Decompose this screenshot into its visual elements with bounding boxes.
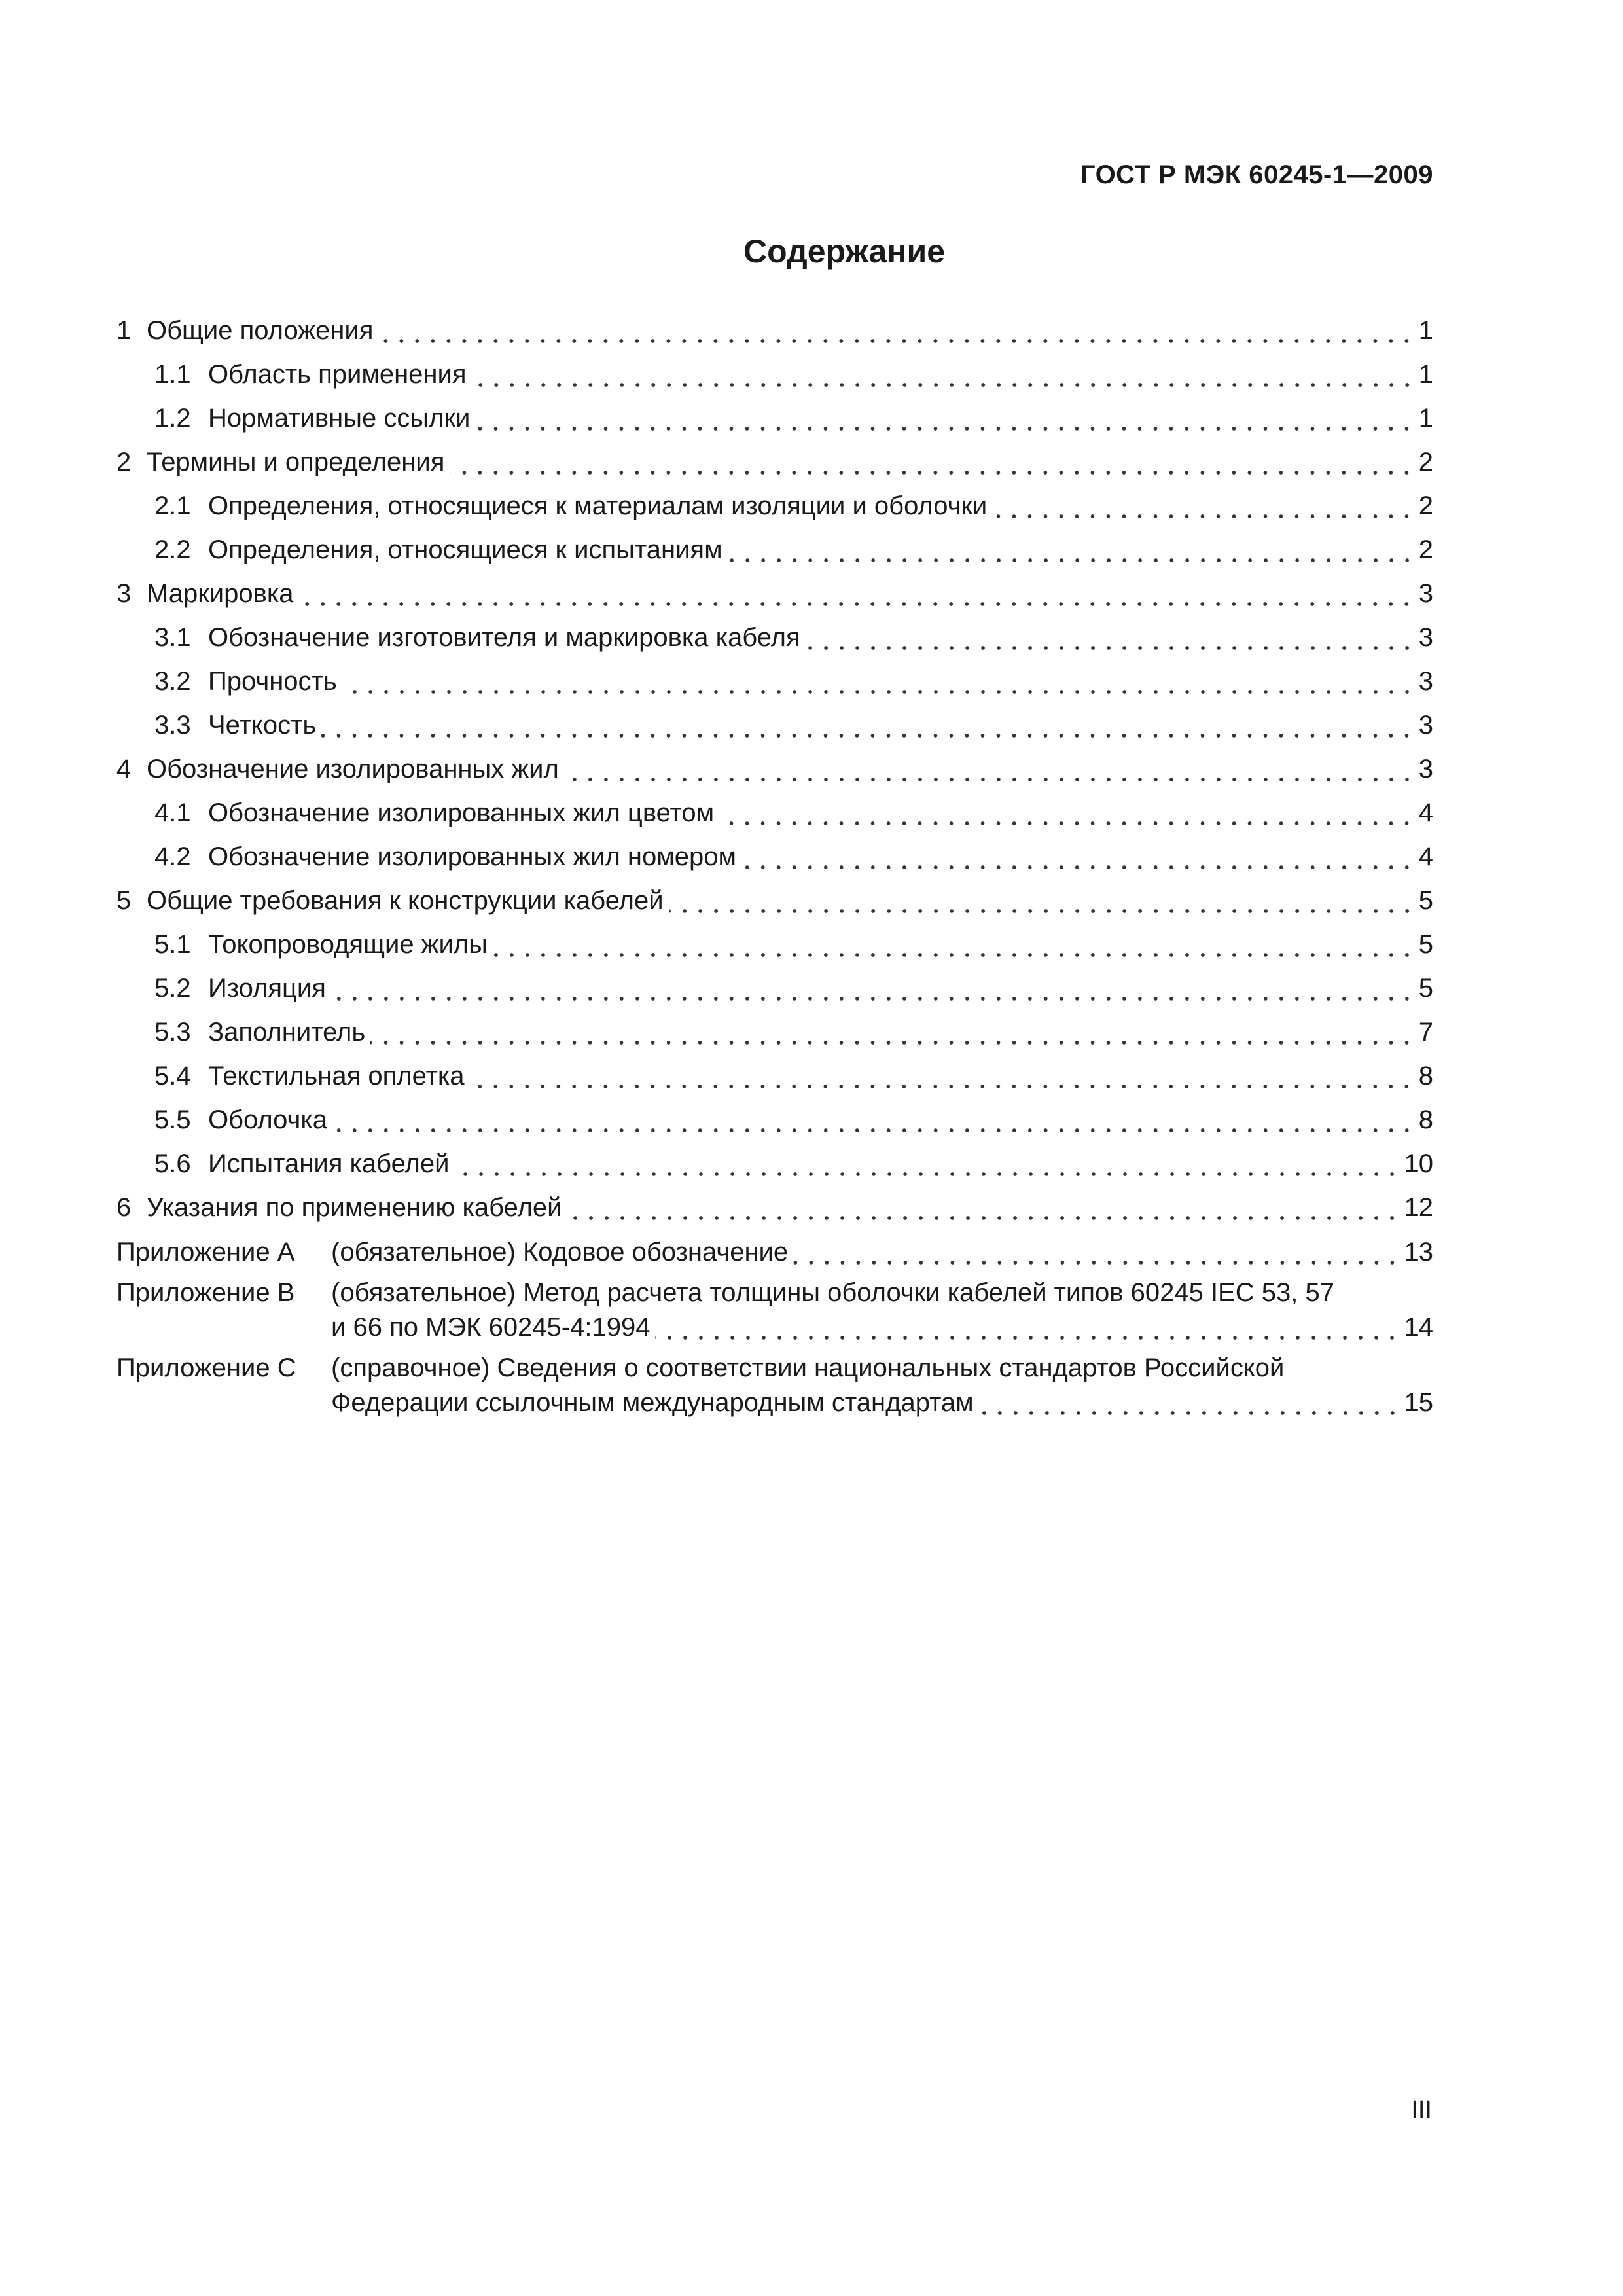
- toc-entry-page: 2: [1418, 492, 1433, 520]
- toc-entry-page: 5: [1418, 886, 1433, 915]
- toc-entry-title: Четкость: [208, 711, 317, 740]
- appendix-entry[interactable]: [116, 1351, 1433, 1420]
- toc-entry-title: Определения, относящиеся к материалам изоляции и оболочки: [208, 492, 988, 520]
- toc-entry-number: 6: [116, 1193, 132, 1222]
- dot-leader: [564, 776, 1415, 783]
- toc-entry[interactable]: [116, 616, 1433, 660]
- toc-entry-number: 5.4: [154, 1062, 191, 1090]
- toc-entry-number: 1.2: [154, 404, 191, 433]
- appendix-description: [331, 1351, 1433, 1420]
- appendix-name: Приложение А: [116, 1238, 295, 1266]
- toc-entry[interactable]: [116, 879, 1433, 923]
- toc-entry-page: 3: [1418, 667, 1433, 696]
- dot-leader: [472, 382, 1415, 388]
- toc-entry-number: 5.6: [154, 1149, 191, 1178]
- toc-entry-title: Нормативные ссылки: [208, 404, 471, 433]
- toc-entry-page: 8: [1418, 1105, 1433, 1134]
- appendix-line: [331, 1235, 1433, 1270]
- toc-entry-page: 3: [1418, 623, 1433, 652]
- toc-entry[interactable]: [116, 791, 1433, 835]
- toc-entry-title: Изоляция: [208, 974, 326, 1003]
- toc-entry-number: 4.1: [154, 798, 191, 827]
- toc-entry-title: Определения, относящиеся к испытаниям: [208, 535, 722, 564]
- appendix-line-text: (обязательное) Метод расчета толщины оболочки кабелей типов 60245 IEC 53, 57: [331, 1278, 1334, 1307]
- toc-entry[interactable]: [116, 660, 1433, 704]
- dot-leader: [298, 601, 1414, 607]
- toc-entry[interactable]: [116, 309, 1433, 353]
- appendix-entry[interactable]: [116, 1276, 1433, 1345]
- dot-leader: [469, 1083, 1414, 1090]
- toc-entry-title: Обозначение изолированных жил цветом: [208, 798, 715, 827]
- dot-leader: [370, 1039, 1415, 1046]
- toc-entry[interactable]: [116, 528, 1433, 572]
- toc-entry-title: Маркировка: [147, 579, 294, 608]
- appendix-entry[interactable]: [116, 1235, 1433, 1270]
- dot-leader: [979, 1410, 1400, 1416]
- toc-entry-page: 3: [1418, 755, 1433, 783]
- toc-entry-title: Токопроводящие жилы: [208, 930, 488, 959]
- toc-entry-page: 3: [1418, 711, 1433, 740]
- toc-entry-number: 5.2: [154, 974, 191, 1003]
- appendix-line: [331, 1310, 1433, 1345]
- toc-entry[interactable]: [116, 1186, 1433, 1230]
- appendix-line-text: (справочное) Сведения о соответствии национальных стандартов Российской: [331, 1354, 1285, 1382]
- toc-entry[interactable]: [116, 967, 1433, 1011]
- toc-entry[interactable]: [116, 397, 1433, 440]
- appendix-line-text: Федерации ссылочным международным стандартам: [331, 1388, 974, 1417]
- dot-leader: [321, 732, 1414, 739]
- toc-entry[interactable]: [116, 353, 1433, 397]
- toc-entry-number: 5.1: [154, 930, 191, 959]
- toc-entry-number: 5.3: [154, 1018, 191, 1047]
- toc-entry-number: 2: [116, 448, 132, 476]
- toc-entry-title: Область применения: [208, 360, 467, 389]
- dot-leader: [450, 469, 1414, 476]
- toc-entry-page: 2: [1418, 535, 1433, 564]
- toc-entry-page: 4: [1418, 842, 1433, 871]
- table-of-contents: [116, 309, 1433, 1420]
- toc-entry-title: Термины и определения: [147, 448, 445, 476]
- appendix-line-text: и 66 по МЭК 60245-4:1994: [331, 1313, 651, 1342]
- dot-leader: [331, 996, 1415, 1002]
- toc-entry-page: 8: [1418, 1062, 1433, 1090]
- toc-entry-number: 5: [116, 886, 132, 915]
- toc-entry-number: 4: [116, 755, 132, 783]
- dot-leader: [493, 952, 1415, 958]
- dot-leader: [793, 1259, 1400, 1266]
- dot-leader: [378, 338, 1414, 344]
- toc-entry-number: 3.1: [154, 623, 191, 652]
- appendix-description: [331, 1276, 1433, 1345]
- dot-leader: [806, 645, 1415, 651]
- appendix-name: Приложение В: [116, 1278, 295, 1307]
- toc-entry-number: 1.1: [154, 360, 191, 389]
- toc-entry-title: Обозначение изготовителя и маркировка кабеля: [208, 623, 800, 652]
- toc-entry-page: 3: [1418, 579, 1433, 608]
- dot-leader: [454, 1171, 1400, 1177]
- appendix-line-text: (обязательное) Кодовое обозначение: [331, 1238, 789, 1266]
- toc-entry[interactable]: [116, 1054, 1433, 1098]
- toc-entry[interactable]: [116, 572, 1433, 616]
- dot-leader: [332, 1127, 1415, 1134]
- toc-entry-page: 5: [1418, 930, 1433, 959]
- toc-entry-page: 2: [1418, 448, 1433, 476]
- appendix-page: 15: [1404, 1388, 1433, 1417]
- page-number: III: [1411, 2096, 1432, 2124]
- toc-entry[interactable]: [116, 704, 1433, 747]
- toc-entry-page: 12: [1404, 1193, 1433, 1222]
- toc-entry-page: 10: [1404, 1149, 1433, 1178]
- appendix-line: [331, 1386, 1433, 1420]
- toc-entry-title: Прочность: [208, 667, 337, 696]
- appendix-line: [331, 1276, 1433, 1310]
- standard-designation: ГОСТ Р МЭК 60245-1—2009: [1080, 160, 1433, 189]
- toc-entry[interactable]: [116, 484, 1433, 528]
- toc-entry-number: 3: [116, 579, 132, 608]
- appendix-name: Приложение С: [116, 1354, 296, 1382]
- dot-leader: [992, 513, 1414, 520]
- toc-entry-title: Оболочка: [208, 1105, 328, 1134]
- dot-leader: [475, 425, 1414, 432]
- toc-entry-page: 7: [1418, 1018, 1433, 1047]
- dot-leader: [741, 864, 1415, 870]
- toc-entry-title: Общие положения: [147, 316, 374, 345]
- toc-entry-title: Обозначение изолированных жил: [147, 755, 559, 783]
- toc-entry-number: 3.2: [154, 667, 191, 696]
- toc-entry-number: 2.2: [154, 535, 191, 564]
- appendix-description: [331, 1235, 1433, 1270]
- dot-leader: [719, 820, 1415, 827]
- dot-leader: [728, 557, 1415, 564]
- toc-entry-title: Общие требования к конструкции кабелей: [147, 886, 664, 915]
- dot-leader: [669, 908, 1415, 914]
- toc-entry[interactable]: [116, 440, 1433, 484]
- toc-entry[interactable]: [116, 747, 1433, 791]
- toc-entry-page: 1: [1418, 404, 1433, 433]
- toc-entry-number: 5.5: [154, 1105, 191, 1134]
- toc-entry-page: 1: [1418, 360, 1433, 389]
- toc-entry[interactable]: [116, 1142, 1433, 1186]
- toc-entry-title: Испытания кабелей: [208, 1149, 450, 1178]
- toc-entry-title: Текстильная оплетка: [208, 1062, 465, 1090]
- dot-leader: [567, 1215, 1400, 1221]
- toc-entry-number: 1: [116, 316, 132, 345]
- toc-entry[interactable]: [116, 835, 1433, 879]
- toc-entry-number: 3.3: [154, 711, 191, 740]
- dot-leader: [655, 1335, 1400, 1341]
- toc-entry-number: 2.1: [154, 492, 191, 520]
- dot-leader: [342, 689, 1415, 695]
- page-title: Содержание: [743, 233, 946, 270]
- appendix-page: 14: [1404, 1313, 1433, 1342]
- appendix-line: [331, 1351, 1433, 1386]
- toc-entry[interactable]: [116, 1098, 1433, 1142]
- toc-entry-title: Указания по применению кабелей: [147, 1193, 562, 1222]
- toc-entry-page: 1: [1418, 316, 1433, 345]
- toc-entry-number: 4.2: [154, 842, 191, 871]
- toc-entry-title: Обозначение изолированных жил номером: [208, 842, 736, 871]
- toc-entry[interactable]: [116, 1011, 1433, 1054]
- toc-entry[interactable]: [116, 923, 1433, 967]
- toc-entry-page: 4: [1418, 798, 1433, 827]
- appendix-page: 13: [1404, 1238, 1433, 1266]
- toc-entry-page: 5: [1418, 974, 1433, 1003]
- toc-entry-title: Заполнитель: [208, 1018, 366, 1047]
